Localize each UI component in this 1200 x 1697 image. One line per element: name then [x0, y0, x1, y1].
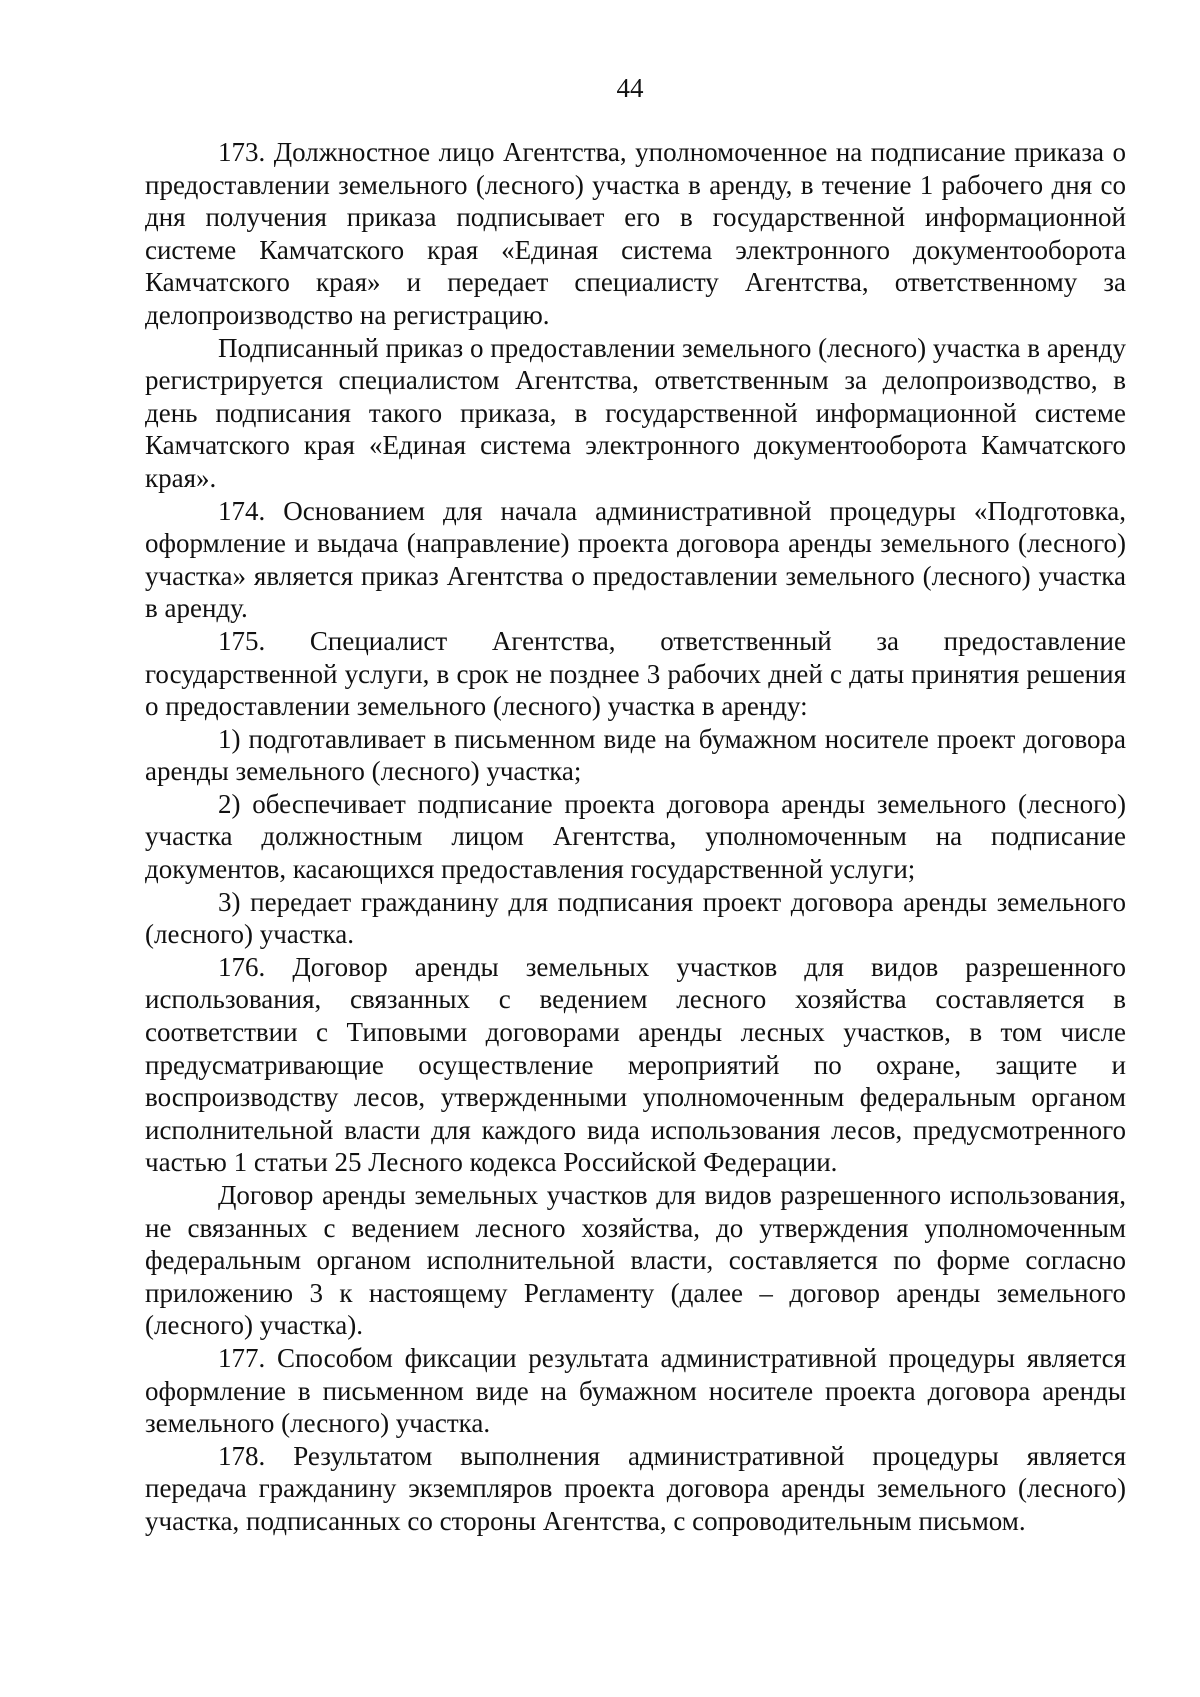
paragraph-174: 174. Основанием для начала административной процедуры «Подготовка, оформление и выдача (направление) проекта договора аренды земельного (лесного) участка» является приказ Агентства о предоставлении земельного (лесного) участка в аренду.	[145, 495, 1126, 624]
paragraph-173-registration: Подписанный приказ о предоставлении земельного (лесного) участка в аренду регистрируется специалистом Агентства, ответственным за делопроизводство, в день подписания такого приказа, в государственной информационной системе Камчатского края «Единая система электронного документооборота Камчатского края».	[145, 332, 1126, 493]
paragraph-173: 173. Должностное лицо Агентства, уполномоченное на подписание приказа о предоставлении земельного (лесного) участка в аренду, в течение 1 рабочего дня со дня получения приказа подписывает его в государственной информационной системе Камчатского края «Единая система электронного документооборота Камчатского края» и передает специалисту Агентства, ответственному за делопроизводство на регистрацию.	[145, 137, 1126, 330]
paragraph-177: 177. Способом фиксации результата административной процедуры является оформление в письменном виде на бумажном носителе проекта договора аренды земельного (лесного) участка.	[145, 1342, 1126, 1439]
document-body	[145, 136, 1126, 1538]
paragraph-176-form: Договор аренды земельных участков для видов разрешенного использования, не связанных с ведением лесного хозяйства, до утверждения уполномоченным федеральным органом исполнительной власти, составляется по форме согласно приложению 3 к настоящему Регламенту (далее – договор аренды земельного (лесного) участка).	[145, 1180, 1126, 1341]
paragraph-175-item-1: 1) подготавливает в письменном виде на бумажном носителе проект договора аренды земельного (лесного) участка;	[145, 723, 1126, 787]
page-number: 44	[616, 73, 644, 103]
paragraph-175-item-2: 2) обеспечивает подписание проекта договора аренды земельного (лесного) участка должностным лицом Агентства, уполномоченным на подписание документов, касающихся предоставления государственной услуги;	[145, 788, 1126, 885]
paragraph-175: 175. Специалист Агентства, ответственный за предоставление государственной услуги, в срок не позднее 3 рабочих дней с даты принятия решения о предоставлении земельного (лесного) участка в аренду:	[145, 625, 1126, 722]
paragraph-176: 176. Договор аренды земельных участков для видов разрешенного использования, связанных с ведением лесного хозяйства составляется в соответствии с Типовыми договорами аренды лесных участков, в том числе предусматривающие осуществление мероприятий по охране, защите и воспроизводству лесов, утвержденными уполномоченным федеральным органом исполнительной власти для каждого вида использования лесов, предусмотренного частью 1 статьи 25 Лесного кодекса Российской Федерации.	[145, 951, 1126, 1178]
paragraph-175-item-3: 3) передает гражданину для подписания проект договора аренды земельного (лесного) участка.	[145, 886, 1126, 950]
paragraph-178: 178. Результатом выполнения административной процедуры является передача гражданину экземпляров проекта договора аренды земельного (лесного) участка, подписанных со стороны Агентства, с сопроводительным письмом.	[145, 1440, 1126, 1536]
